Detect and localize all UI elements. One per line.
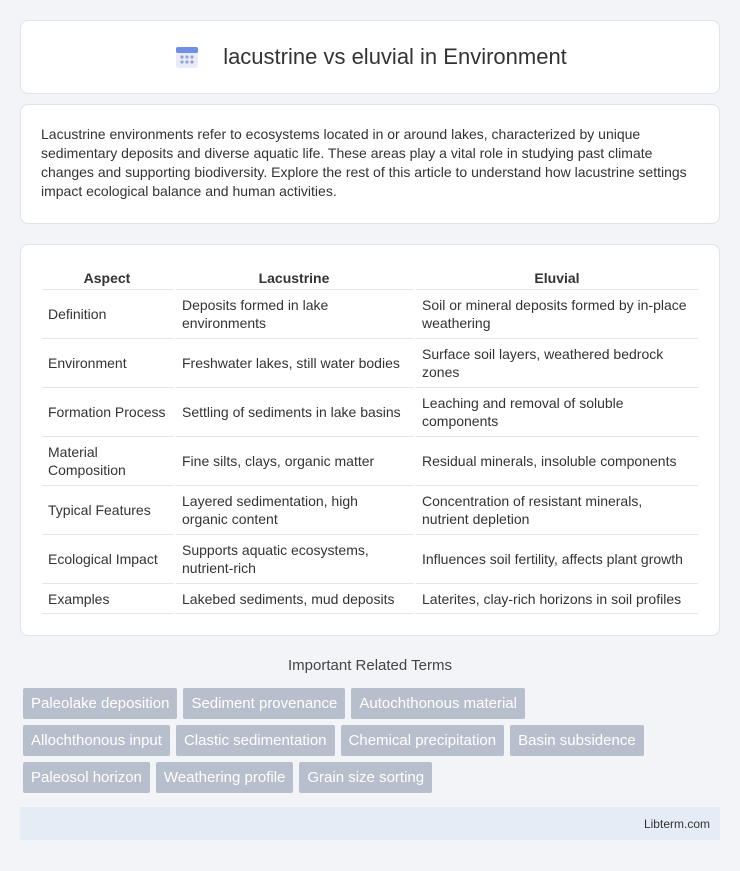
cell-eluvial: Soil or mineral deposits formed by in-place weathering bbox=[416, 290, 698, 339]
cell-lacustrine: Freshwater lakes, still water bodies bbox=[176, 339, 416, 388]
cell-lacustrine: Fine silts, clays, organic matter bbox=[176, 437, 416, 486]
table-header-row bbox=[42, 265, 698, 290]
cell-aspect: Formation Process bbox=[42, 388, 176, 437]
cell-aspect: Definition bbox=[42, 290, 176, 339]
term-tag[interactable]: Paleolake deposition bbox=[23, 688, 177, 719]
intro-card bbox=[20, 104, 720, 224]
tag-row bbox=[23, 688, 723, 719]
cell-lacustrine: Lakebed sediments, mud deposits bbox=[176, 584, 416, 614]
term-tag[interactable]: Weathering profile bbox=[156, 762, 293, 793]
intro-text: Lacustrine environments refer to ecosystems located in or around lakes, characterized by unique sedimentary deposits and diverse aquatic life. These areas play a vital role in studying past climate changes and supporting biodiversity. Explore the rest of this article to understand how lacustrine settings impact ecological balance and human activities. bbox=[41, 126, 687, 199]
table-row bbox=[42, 388, 698, 437]
table-row bbox=[42, 290, 698, 339]
header-lacustrine: Lacustrine bbox=[176, 265, 416, 290]
term-tag[interactable]: Paleosol horizon bbox=[23, 762, 150, 793]
footer-link[interactable]: Libterm.com bbox=[643, 816, 710, 831]
table-row bbox=[42, 486, 698, 535]
cell-lacustrine: Settling of sediments in lake basins bbox=[176, 388, 416, 437]
term-tag[interactable]: Sediment provenance bbox=[183, 688, 345, 719]
calendar-icon bbox=[173, 43, 201, 71]
related-terms bbox=[23, 688, 723, 799]
comparison-table bbox=[42, 265, 698, 614]
table-row bbox=[42, 339, 698, 388]
table-row bbox=[42, 584, 698, 614]
term-tag[interactable]: Allochthonous input bbox=[23, 725, 170, 756]
page-title: lacustrine vs eluvial in Environment bbox=[223, 44, 567, 69]
footer bbox=[20, 807, 720, 840]
cell-eluvial: Influences soil fertility, affects plant growth bbox=[416, 535, 698, 584]
tag-row bbox=[23, 762, 723, 793]
tag-row bbox=[23, 725, 723, 756]
header-eluvial: Eluvial bbox=[416, 265, 698, 290]
term-tag[interactable]: Chemical precipitation bbox=[341, 725, 505, 756]
cell-aspect: Ecological Impact bbox=[42, 535, 176, 584]
cell-lacustrine: Layered sedimentation, high organic content bbox=[176, 486, 416, 535]
header-card bbox=[20, 20, 720, 94]
cell-aspect: Examples bbox=[42, 584, 176, 614]
term-tag[interactable]: Autochthonous material bbox=[351, 688, 525, 719]
related-terms-title: Important Related Terms bbox=[288, 657, 452, 674]
cell-eluvial: Surface soil layers, weathered bedrock zones bbox=[416, 339, 698, 388]
term-tag[interactable]: Basin subsidence bbox=[510, 725, 644, 756]
term-tag[interactable]: Grain size sorting bbox=[299, 762, 432, 793]
cell-aspect: Environment bbox=[42, 339, 176, 388]
table-row bbox=[42, 535, 698, 584]
comparison-table-card bbox=[20, 244, 720, 636]
cell-lacustrine: Deposits formed in lake environments bbox=[176, 290, 416, 339]
cell-eluvial: Concentration of resistant minerals, nutrient depletion bbox=[416, 486, 698, 535]
cell-eluvial: Residual minerals, insoluble components bbox=[416, 437, 698, 486]
header-aspect: Aspect bbox=[42, 265, 176, 290]
cell-aspect: Typical Features bbox=[42, 486, 176, 535]
cell-aspect: Material Composition bbox=[42, 437, 176, 486]
cell-eluvial: Laterites, clay-rich horizons in soil profiles bbox=[416, 584, 698, 614]
cell-lacustrine: Supports aquatic ecosystems, nutrient-rich bbox=[176, 535, 416, 584]
cell-eluvial: Leaching and removal of soluble components bbox=[416, 388, 698, 437]
term-tag[interactable]: Clastic sedimentation bbox=[176, 725, 335, 756]
table-row bbox=[42, 437, 698, 486]
